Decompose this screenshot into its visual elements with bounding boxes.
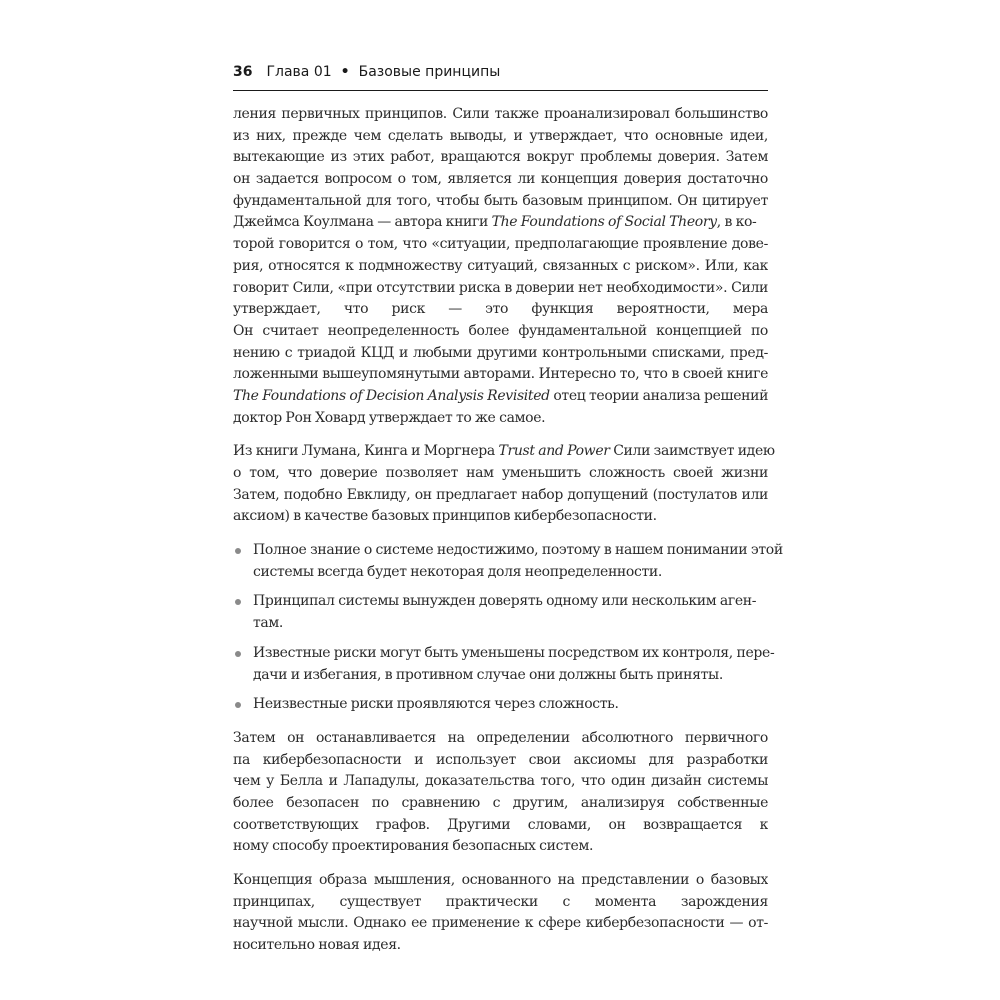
text-line: говорит Сили, «при отсутствии риска в доверии нет необходимости». Сили: [233, 279, 768, 296]
text-line: [233, 540, 783, 562]
section-title: Базовые принципы: [358, 64, 501, 80]
bullet-icon: [235, 702, 241, 708]
text-line: ному способу проектирования безопасных систем.: [233, 838, 594, 855]
text-line: торой говорится о том, что «ситуации, предполагающие проявление дове-: [233, 236, 768, 253]
text-line: дачи и избегания, в противном случае они должны быть приняты.: [253, 666, 723, 683]
text-line: [233, 694, 768, 716]
text-run: Полное знание о системе недостижимо, поэтому в нашем понимании этой: [253, 542, 783, 559]
text-run: Известные риски могут быть уменьшены посредством их контроля, пере-: [253, 644, 775, 661]
text-run: Джеймса Коулмана — автора книги: [233, 214, 492, 231]
text-line: о том, что доверие позволяет нам уменьшить сложность своей жизни: [233, 465, 768, 481]
text-line: [233, 643, 775, 665]
text-line: [233, 212, 768, 234]
text-line: системы всегда будет некоторая доля неопределенности.: [253, 563, 662, 580]
book-title: The Foundations of Decision Analysis Revisited: [233, 387, 550, 404]
text-line: Затем, подобно Евклиду, он предлагает набор допущений (постулатов или: [233, 486, 768, 503]
text-line: фундаментальной для того, чтобы быть базовым принципом. Он цитирует: [233, 192, 768, 209]
paragraph: [233, 441, 775, 528]
header-separator: •: [340, 64, 350, 80]
bullet-icon: [235, 548, 241, 554]
text-line: там.: [253, 615, 284, 632]
paragraph-gap: [233, 716, 768, 728]
text-line: ления первичных принципов. Сили также проанализировал большинство: [233, 106, 768, 122]
text-line: [233, 441, 775, 463]
running-header: [233, 64, 768, 91]
paragraph-gap: [233, 429, 768, 441]
text-line: рия, относятся к подмножеству ситуаций, связанных с риском». Или, как: [233, 257, 768, 274]
text-run: отец теории анализа решений: [549, 387, 769, 404]
text-line: Затем он останавливается на определении абсолютного первичного: [233, 729, 768, 746]
text-line: чем у Белла и Лападулы, доказательства того, что один дизайн системы: [233, 773, 768, 790]
text-line: утверждает, что риск — это функция вероятности, мера: [233, 301, 768, 318]
text-line: Концепция образа мышления, основанного на представлении о базовых: [233, 872, 768, 888]
paragraph: [233, 728, 768, 858]
text-line: [233, 386, 768, 408]
text-line: аксиом) в качестве базовых принципов кибербезопасности.: [233, 508, 657, 525]
text-line: соответствующих графов. Другими словами, он возвращается к: [233, 816, 768, 833]
text-run: Принципал системы вынужден доверять одному или нескольким аген-: [253, 593, 757, 610]
paragraph-gap: [233, 528, 768, 540]
text-line: вытекающие из этих работ, вращаются вокруг проблемы доверия. Затем: [233, 149, 768, 166]
bullet-icon: [235, 651, 241, 657]
list-item: [233, 694, 768, 716]
paragraph-gap: [233, 858, 768, 870]
bullet-list: [233, 540, 783, 716]
list-item: [233, 591, 768, 634]
text-line: принципах, существует практически с момента зарождения: [233, 893, 768, 910]
text-line: доктор Рон Ховард утверждает то же самое.: [233, 409, 546, 426]
text-line: Он считает неопределенность более фундаментальной концепцией по: [233, 322, 768, 339]
text-line: носительно новая идея.: [233, 937, 401, 954]
list-item: [233, 540, 783, 583]
bullet-icon: [235, 599, 241, 605]
item-gap: [233, 635, 768, 643]
page-number: 36: [233, 64, 253, 80]
text-line: ложенными вышеупомянутыми авторами. Интересно то, что в своей книге: [233, 366, 768, 383]
body-text: [233, 104, 783, 957]
paragraph: [233, 870, 768, 957]
text-line: научной мысли. Однако ее применение к сфере кибербезопасности — от-: [233, 915, 768, 932]
text-line: па кибербезопасности и использует свои аксиомы для разработки: [233, 751, 768, 768]
text-line: более безопасен по сравнению с другим, анализируя собственные: [233, 794, 768, 811]
text-run: , в ко-: [716, 214, 757, 231]
text-run: Из книги Лумана, Кинга и Моргнера: [233, 443, 499, 460]
text-run: Неизвестные риски проявляются через сложность.: [253, 696, 619, 713]
text-line: нению с триадой КЦД и любыми другими контрольными списками, пред-: [233, 344, 768, 361]
book-title: Trust and Power: [498, 443, 610, 460]
text-run: Сили заимствует идею: [609, 443, 775, 460]
text-line: из них, прежде чем сделать выводы, и утверждает, что основные идеи,: [233, 127, 768, 144]
book-title: The Foundations of Social Theory: [491, 214, 717, 231]
text-line: [233, 591, 768, 613]
text-line: он задается вопросом о том, является ли концепция доверия достаточно: [233, 171, 768, 188]
item-gap: [233, 686, 768, 694]
item-gap: [233, 583, 768, 591]
paragraph: [233, 104, 768, 429]
chapter-label: Глава 01: [266, 64, 332, 80]
list-item: [233, 643, 775, 686]
